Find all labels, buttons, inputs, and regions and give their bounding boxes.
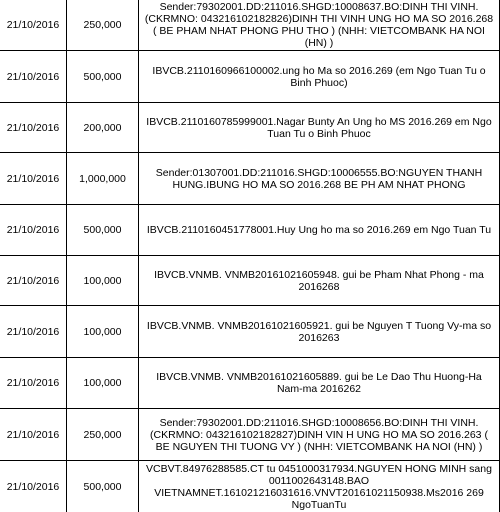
date-cell: 21/10/2016: [0, 103, 67, 153]
date-cell: 21/10/2016: [0, 153, 67, 205]
amount-cell: 100,000: [67, 358, 139, 409]
amount-cell: 250,000: [67, 0, 139, 51]
description-cell: IBVCB.VNMB. VNMB20161021605948. gui be Pham Nhat Phong - ma 2016268: [139, 256, 500, 306]
date-cell: 21/10/2016: [0, 51, 67, 103]
table-row: [0, 51, 500, 103]
table-row: [0, 306, 500, 358]
date-cell: 21/10/2016: [0, 256, 67, 306]
amount-cell: 500,000: [67, 205, 139, 256]
date-cell: 21/10/2016: [0, 409, 67, 461]
table-row: [0, 358, 500, 409]
description-cell: IBVCB.VNMB. VNMB20161021605921. gui be Nguyen T Tuong Vy-ma so 2016263: [139, 306, 500, 358]
description-cell: IBVCB.2110160451778001.Huy Ung ho ma so 2016.269 em Ngo Tuan Tu: [139, 205, 500, 256]
date-cell: 21/10/2016: [0, 0, 67, 51]
amount-cell: 1,000,000: [67, 153, 139, 205]
description-cell: Sender:01307001.DD:211016.SHGD:10006555.BO:NGUYEN THANH HUNG.IBUNG HO MA SO 2016.268 BE PH AM NHAT PHONG: [139, 153, 500, 205]
table-row: [0, 256, 500, 306]
amount-cell: 500,000: [67, 51, 139, 103]
amount-cell: 250,000: [67, 409, 139, 461]
date-cell: 21/10/2016: [0, 358, 67, 409]
description-cell: IBVCB.2110160785999001.Nagar Bunty An Ung ho MS 2016.269 em Ngo Tuan Tu o Binh Phuoc: [139, 103, 500, 153]
description-cell: IBVCB.VNMB. VNMB20161021605889. gui be Le Dao Thu Huong-Ha Nam-ma 2016262: [139, 358, 500, 409]
description-cell: Sender:79302001.DD:211016.SHGD:10008637.BO:DINH THI VINH.(CKRMNO: 043216102182826)DINH THI VINH UNG HO MA SO 2016.268 ( BE PHAM NHAT PHONG PHU THO ) (NHH: VIETCOMBANK HA NOI (HN) ): [139, 0, 500, 51]
amount-cell: 500,000: [67, 461, 139, 512]
description-cell: VCBVT.84976288585.CT tu 0451000317934.NGUYEN HONG MINH sang 0011002643148.BAO VIETNAMNET.161021216031616.VNVT20161021150938.Ms2016 269 NgoTuanTu: [139, 461, 500, 512]
date-cell: 21/10/2016: [0, 461, 67, 512]
amount-cell: 200,000: [67, 103, 139, 153]
date-cell: 21/10/2016: [0, 306, 67, 358]
table-row: [0, 205, 500, 256]
description-cell: Sender:79302001.DD:211016.SHGD:10008656.BO:DINH THI VINH.(CKRMNO: 043216102182827)DINH VIN H UNG HO MA SO 2016.263 ( BE NGUYEN THI TUONG VY ) (NHH: VIETCOMBANK HA NOI (HN) ): [139, 409, 500, 461]
amount-cell: 100,000: [67, 306, 139, 358]
table-row: [0, 153, 500, 205]
table-row: [0, 461, 500, 512]
table-row: [0, 103, 500, 153]
date-cell: 21/10/2016: [0, 205, 67, 256]
table-row: [0, 0, 500, 51]
amount-cell: 100,000: [67, 256, 139, 306]
table-row: [0, 409, 500, 461]
description-cell: IBVCB.2110160966100002.ung ho Ma so 2016.269 (em Ngo Tuan Tu o Binh Phuoc): [139, 51, 500, 103]
